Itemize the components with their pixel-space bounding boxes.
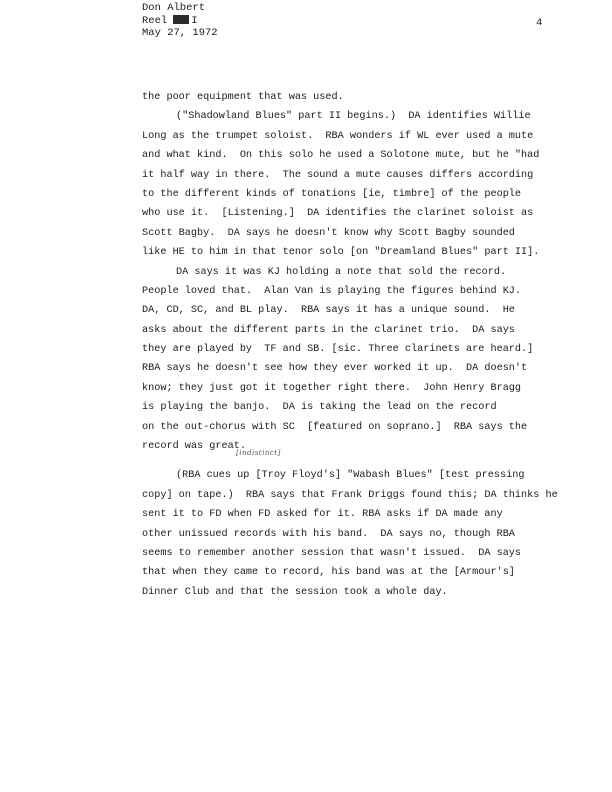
text-line: RBA says he doesn't see how they ever worked it up. DA doesn't — [142, 363, 528, 375]
text-line: Dinner Club and that the session took a whole day. — [142, 586, 448, 598]
text-line: they are played by TF and SB. [sic. Three clarinets are heard.] — [142, 344, 534, 356]
text-line: record was great. — [142, 441, 246, 453]
text-line: and what kind. On this solo he used a Solotone mute, but he "had — [142, 150, 540, 162]
reel-number: I — [191, 14, 198, 27]
text-line: ("Shadowland Blues" part II begins.) DA identifies Willie — [176, 111, 531, 123]
text-line: DA, CD, SC, and BL play. RBA says it has a unique sound. He — [142, 305, 515, 317]
redaction-mark — [173, 15, 189, 24]
text-line: other unissued records with his band. DA says no, though RBA — [142, 528, 515, 540]
text-line: copy] on tape.) RBA says that Frank Driggs found this; DA thinks he — [142, 489, 558, 501]
text-line: on the out-chorus with SC [featured on soprano.] RBA says the — [142, 421, 528, 433]
text-line: like HE to him in that tenor solo [on "Dreamland Blues" part II]. — [142, 247, 540, 259]
document-header — [142, 2, 218, 40]
text-line: the poor equipment that was used. — [142, 92, 344, 103]
interviewee-name: Don Albert — [142, 2, 206, 14]
text-line: asks about the different parts in the clarinet trio. DA says — [142, 324, 515, 336]
handwritten-annotation: [indistinct] — [236, 449, 281, 457]
text-line: People loved that. Alan Van is playing the figures behind KJ. — [142, 285, 522, 297]
text-line: Long as the trumpet soloist. RBA wonders if WL ever used a mute — [142, 130, 534, 142]
text-line: sent it to FD when FD asked for it. RBA asks if DA made any — [142, 509, 503, 521]
paragraph-gap — [142, 456, 582, 466]
text-line: it half way in there. The sound a mute causes differs according — [142, 169, 534, 181]
text-line: to the different kinds of tonations [ie, timbre] of the people — [142, 188, 522, 200]
text-line: (RBA cues up [Troy Floyd's] "Wabash Blues" [test pressing — [176, 470, 525, 482]
text-line: DA says it was KJ holding a note that sold the record. — [176, 266, 507, 278]
reel-label: Reel — [142, 14, 168, 27]
text-line: know; they just got it together right there. John Henry Bragg — [142, 382, 522, 394]
text-line: that when they came to record, his band was at the [Armour's] — [142, 567, 515, 579]
paragraph-1 — [142, 88, 582, 107]
paragraph-2 — [142, 107, 582, 456]
page-number: 4 — [536, 17, 543, 29]
paragraph-3 — [142, 466, 582, 602]
text-line: seems to remember another session that wasn't issued. DA says — [142, 547, 522, 559]
text-line: Scott Bagby. DA says he doesn't know why Scott Bagby sounded — [142, 227, 515, 239]
interview-date: May 27, 1972 — [142, 27, 218, 39]
transcript-body — [142, 88, 582, 602]
text-line: who use it. [Listening.] DA identifies the clarinet soloist as — [142, 208, 534, 220]
reel-line — [142, 15, 218, 28]
text-line: is playing the banjo. DA is taking the lead on the record — [142, 402, 497, 414]
